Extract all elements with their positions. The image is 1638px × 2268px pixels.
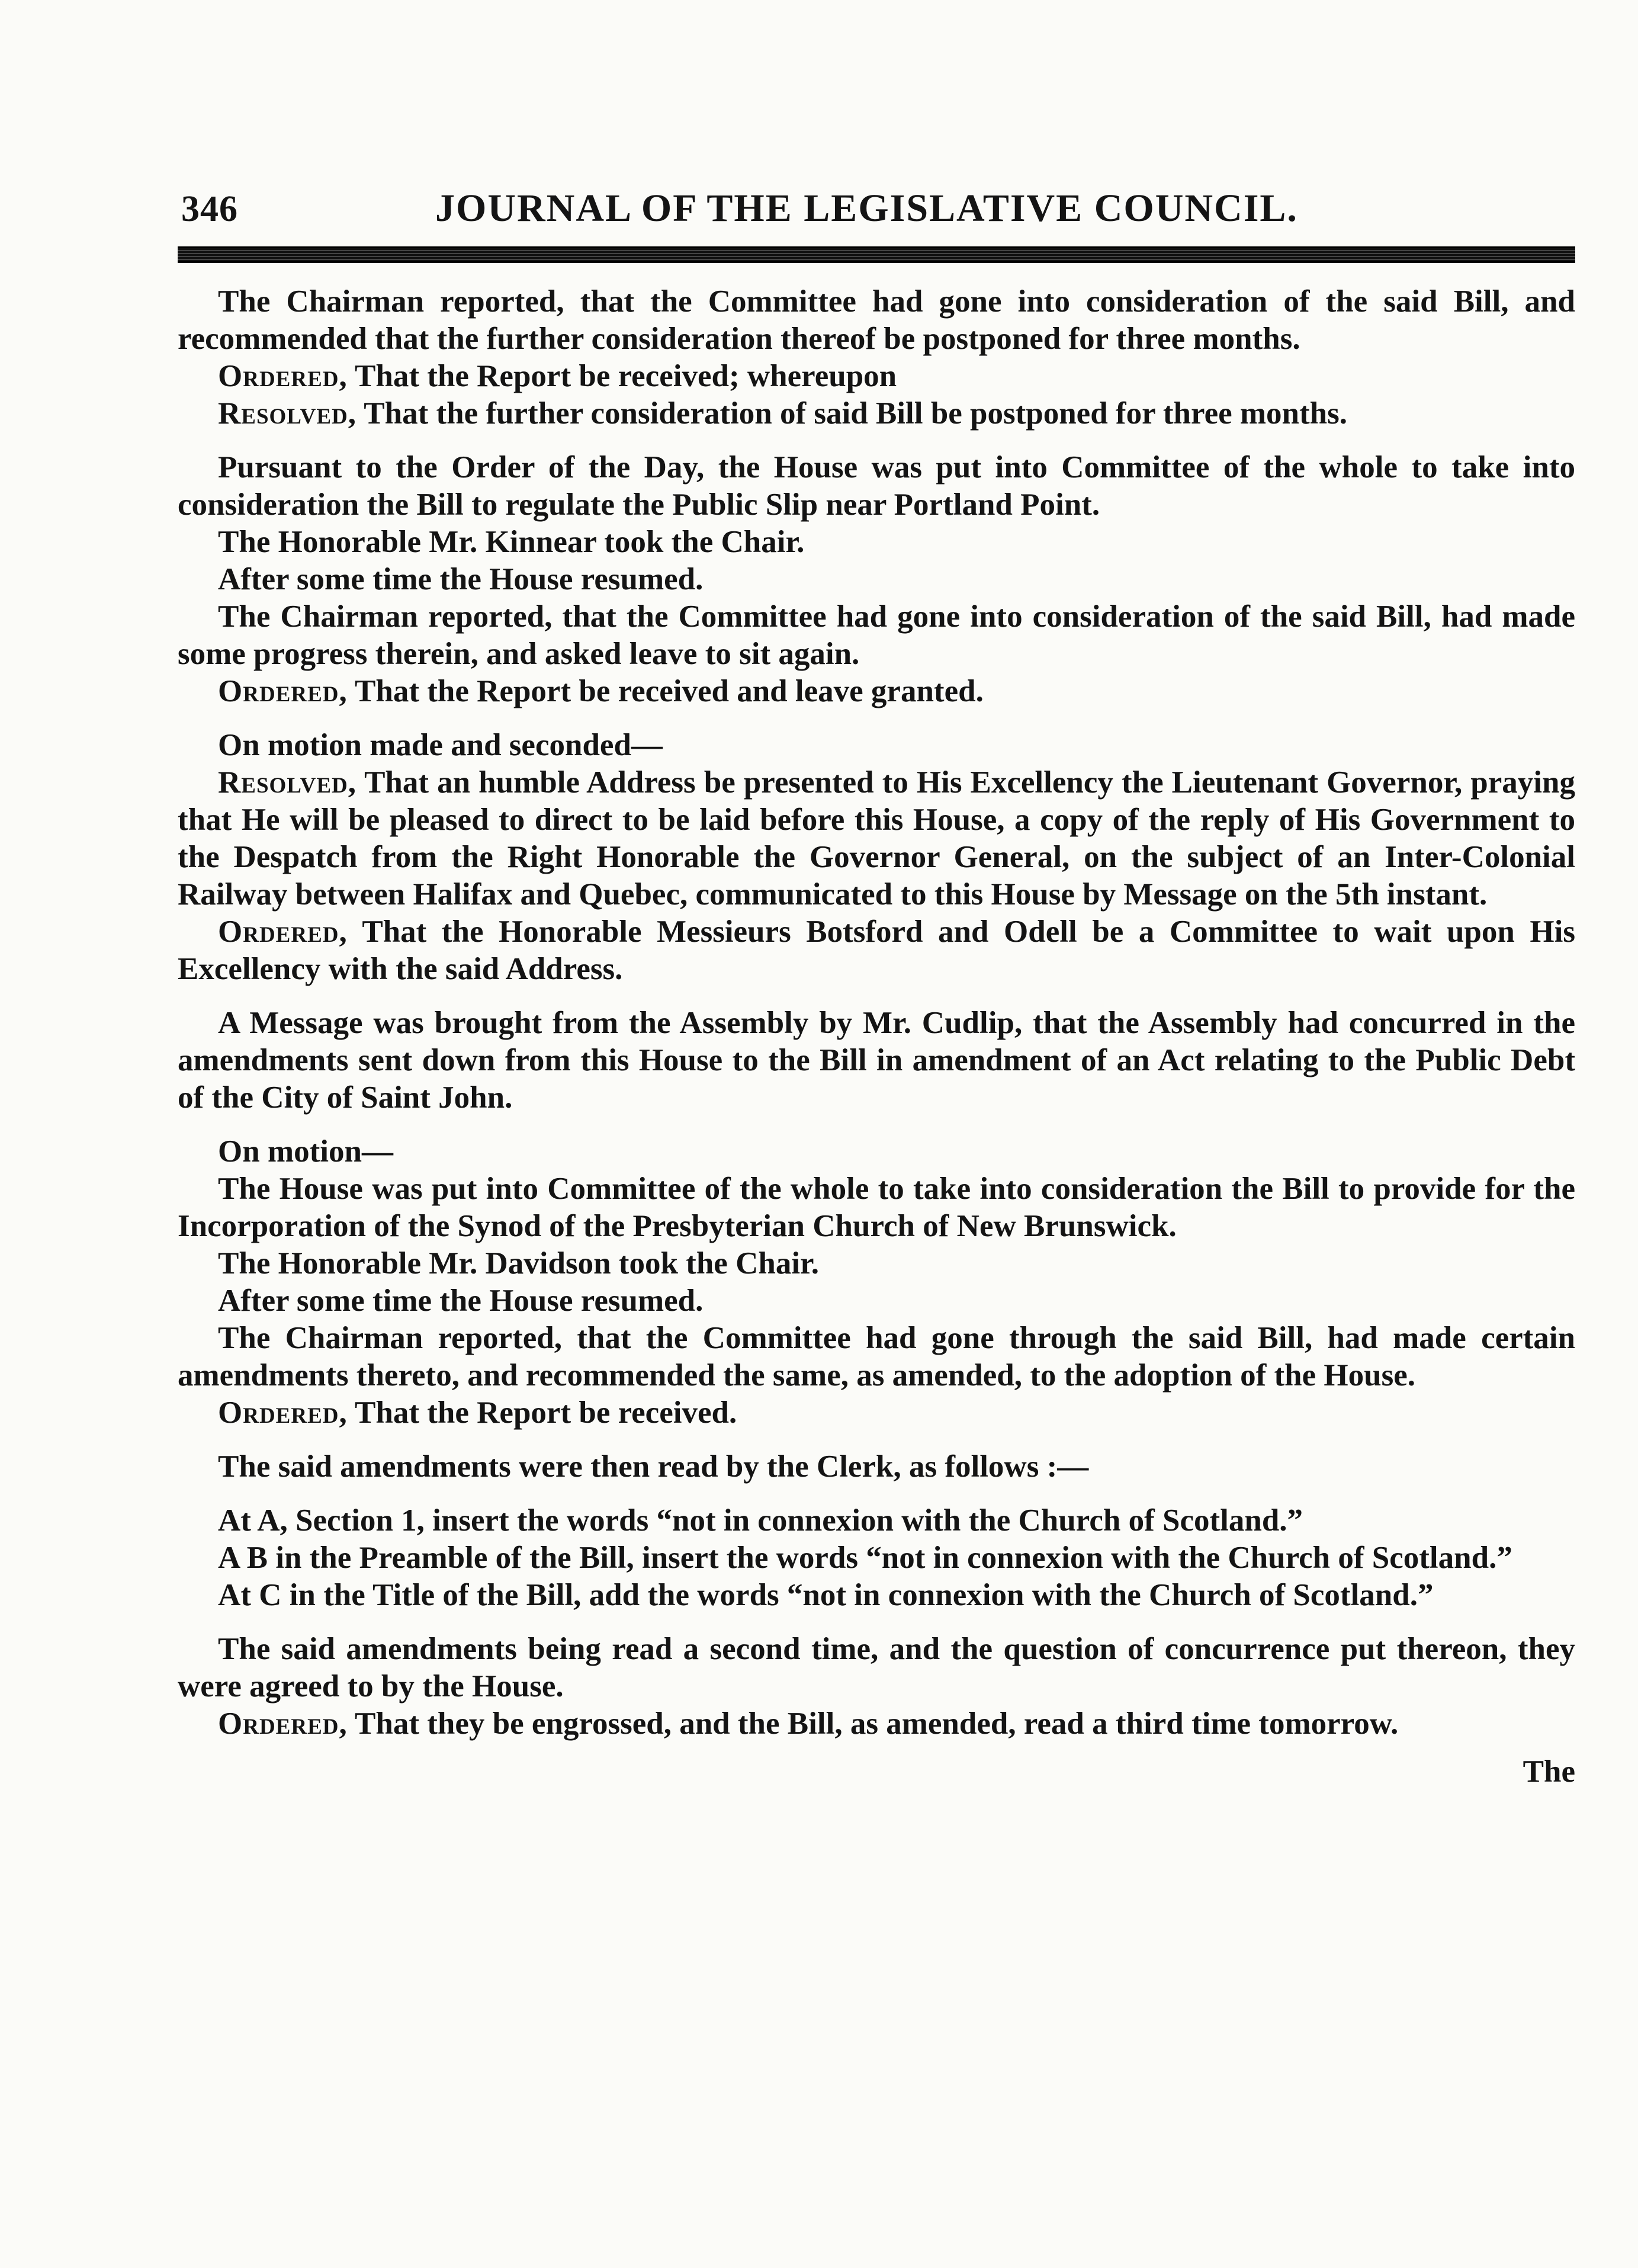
paragraph: The Chairman reported, that the Committee had gone into consideration of the said Bill, had made some progress therein, and asked leave to sit again.	[178, 599, 1575, 671]
paragraph: The Chairman reported, that the Committee had gone through the said Bill, had made certain amendments thereto, and recommended the same, as amended, to the adoption of the House.	[178, 1321, 1575, 1393]
paragraph: Ordered, That the Report be received and leave granted.	[218, 674, 984, 708]
header-rule	[178, 246, 1575, 263]
paragraph: A Message was brought from the Assembly by Mr. Cudlip, that the Assembly had concurred in the amendments sent down from this House to the Bill in amendment of an Act relating to the Public Debt of the City of Saint John.	[178, 1006, 1575, 1115]
paragraph: Ordered, That the Report be received; whereupon	[218, 359, 897, 393]
paragraph: A B in the Preamble of the Bill, insert the words “not in connexion with the Church of Scotland.”	[218, 1541, 1512, 1575]
journal-body	[178, 283, 1575, 1791]
paragraph: After some time the House resumed.	[218, 1284, 704, 1318]
paragraph: Ordered, That they be engrossed, and the Bill, as amended, read a third time tomorrow.	[218, 1706, 1399, 1741]
page-header	[178, 178, 1575, 243]
paragraph: After some time the House resumed.	[218, 562, 704, 596]
paragraph: On motion made and seconded—	[218, 728, 663, 762]
paragraph: The Honorable Mr. Davidson took the Chair.	[218, 1246, 819, 1281]
paragraph: On motion—	[218, 1134, 393, 1169]
paragraph: Resolved, That an humble Address be presented to His Excellency the Lieutenant Governor, praying that He will be pleased to direct to be laid before this House, a copy of the reply of His Government to the Despatch from the Right Honorable the Governor General, on the subject of an Inter-Colonial Railway between Halifax and Quebec, communicated to this House by Message on the 5th instant.	[178, 765, 1575, 912]
paragraph: Resolved, That the further consideration of said Bill be postponed for three months.	[218, 396, 1348, 431]
journal-page	[178, 178, 1575, 1791]
paragraph: The House was put into Committee of the whole to take into consideration the Bill to provide for the Incorporation of the Synod of the Presbyterian Church of New Brunswick.	[178, 1172, 1575, 1243]
paragraph: Ordered, That the Honorable Messieurs Botsford and Odell be a Committee to wait upon His Excellency with the said Address.	[178, 915, 1575, 986]
running-head-title: JOURNAL OF THE LEGISLATIVE COUNCIL.	[435, 187, 1298, 230]
paragraph: At C in the Title of the Bill, add the words “not in connexion with the Church of Scotland.”	[218, 1578, 1434, 1612]
paragraph: The said amendments were then read by the Clerk, as follows :—	[218, 1449, 1089, 1484]
paragraph: Ordered, That the Report be received.	[218, 1396, 737, 1430]
paragraph: At A, Section 1, insert the words “not in connexion with the Church of Scotland.”	[218, 1503, 1303, 1538]
paragraph: The Honorable Mr. Kinnear took the Chair.	[218, 525, 805, 559]
paragraph: The said amendments being read a second time, and the question of concurrence put thereon, they were agreed to by the House.	[178, 1632, 1575, 1704]
page-number: 346	[181, 189, 238, 229]
catchword: The	[1523, 1754, 1575, 1789]
paragraph: The Chairman reported, that the Committee had gone into consideration of the said Bill, and recommended that the further consideration thereof be postponed for three months.	[178, 284, 1575, 356]
paragraph: Pursuant to the Order of the Day, the House was put into Committee of the whole to take into consideration the Bill to regulate the Public Slip near Portland Point.	[178, 450, 1575, 522]
